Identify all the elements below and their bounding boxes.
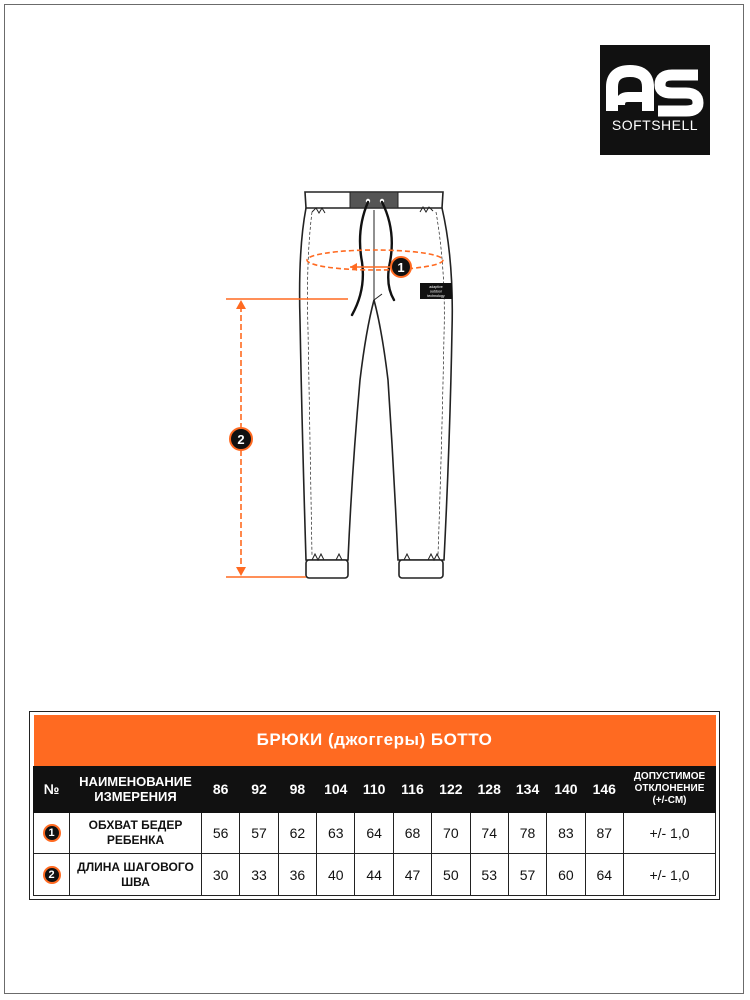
table-row — [34, 854, 716, 896]
header-size: 104 — [317, 766, 355, 812]
row-name-line2: ШВА — [121, 874, 150, 889]
table-cell: 47 — [393, 854, 431, 896]
table-cell: 53 — [470, 854, 508, 896]
table-cell: 44 — [355, 854, 393, 896]
header-tol-line2: ОТКЛОНЕНИЕ — [634, 783, 705, 795]
header-tol-line1: ДОПУСТИМОЕ — [633, 771, 706, 783]
table-cell: 50 — [432, 854, 470, 896]
table-cell: 56 — [202, 812, 240, 854]
row-measurement-name — [70, 854, 202, 896]
header-size: 128 — [470, 766, 508, 812]
table-cell: 30 — [202, 854, 240, 896]
table-cell: 57 — [240, 812, 278, 854]
table-cell: 57 — [508, 854, 546, 896]
table-cell: 68 — [393, 812, 431, 854]
table-title: БРЮКИ (джоггеры) БОТТО — [34, 715, 716, 766]
row-name-line2: РЕБЕНКА — [106, 832, 165, 847]
header-size: 122 — [432, 766, 470, 812]
table-cell: 64 — [585, 854, 623, 896]
table-header-row — [34, 766, 716, 812]
garment-label-line1: adaptive — [429, 285, 443, 289]
left-cuff — [306, 560, 348, 578]
table-cell: 60 — [547, 854, 585, 896]
row-name-line1: ДЛИНА ШАГОВОГО — [77, 859, 194, 874]
header-name-line2: ИЗМЕРЕНИЯ — [94, 789, 177, 805]
brand-logo-text: SOFTSHELL — [611, 117, 699, 133]
table-cell: 62 — [278, 812, 316, 854]
header-measurement-name — [70, 766, 202, 812]
header-size: 146 — [585, 766, 623, 812]
table-cell: 40 — [317, 854, 355, 896]
table-cell: 36 — [278, 854, 316, 896]
waistband-panel — [350, 192, 398, 208]
row-tolerance: +/- 1,0 — [623, 854, 715, 896]
header-size: 134 — [508, 766, 546, 812]
garment-label-line3: technology — [427, 294, 445, 298]
table-cell: 63 — [317, 812, 355, 854]
table-cell: 83 — [547, 812, 585, 854]
row-tolerance: +/- 1,0 — [623, 812, 715, 854]
row-number — [34, 812, 70, 854]
row-number-badge: 2 — [43, 866, 61, 884]
header-name-line1: НАИМЕНОВАНИЕ — [79, 774, 192, 790]
table-cell: 78 — [508, 812, 546, 854]
table-cell: 87 — [585, 812, 623, 854]
row-name-line1: ОБХВАТ БЕДЕР — [88, 817, 183, 832]
table-cell: 33 — [240, 854, 278, 896]
row-number-badge: 1 — [43, 824, 61, 842]
table-cell: 70 — [432, 812, 470, 854]
row-measurement-name — [70, 812, 202, 854]
header-size: 92 — [240, 766, 278, 812]
row-number — [34, 854, 70, 896]
table-row — [34, 812, 716, 854]
table-cell: 64 — [355, 812, 393, 854]
drawstring-left — [352, 202, 368, 315]
size-chart-table — [29, 711, 720, 900]
header-size: 140 — [547, 766, 585, 812]
garment-label-line2: outdoor — [429, 289, 443, 294]
marker-2-text: 2 — [237, 432, 245, 447]
header-size: 110 — [355, 766, 393, 812]
right-leg-outline — [374, 208, 452, 560]
header-size: 116 — [393, 766, 431, 812]
header-tol-line3: (+/-СМ) — [652, 795, 687, 807]
header-number: № — [34, 766, 70, 812]
marker-1-text: 1 — [397, 260, 405, 275]
header-tolerance — [623, 766, 715, 812]
header-size: 86 — [202, 766, 240, 812]
table-cell: 74 — [470, 812, 508, 854]
right-cuff — [399, 560, 443, 578]
header-size: 98 — [278, 766, 316, 812]
